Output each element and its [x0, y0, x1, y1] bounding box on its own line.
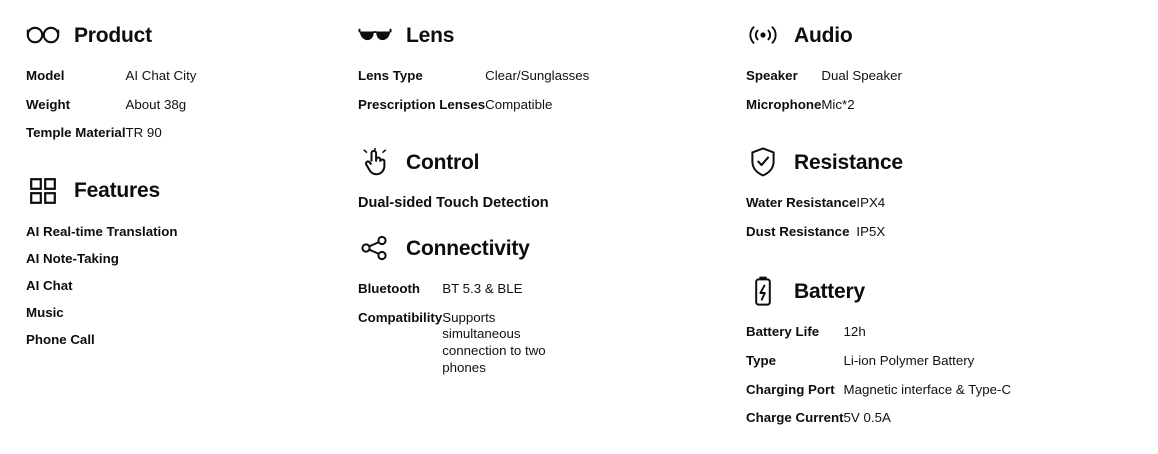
- list-item: AI Chat: [26, 277, 73, 293]
- spec-value: 5V 0.5A: [843, 410, 891, 426]
- spec-value: [442, 310, 562, 388]
- spec-key: Charge Current: [746, 410, 844, 426]
- table-row: [746, 353, 1011, 382]
- table-row: [358, 310, 562, 388]
- spec-key: Microphone: [746, 96, 822, 112]
- spec-key: Dust Resistance: [746, 223, 850, 239]
- section-title-connectivity: Connectivity: [406, 236, 530, 260]
- section-audio: [746, 18, 1158, 125]
- spec-key: Compatibility: [358, 309, 443, 325]
- table-row: [358, 68, 589, 97]
- spec-column-2: [358, 0, 746, 454]
- spec-key: Model: [26, 68, 65, 83]
- section-header-product: [26, 18, 358, 52]
- section-features: [26, 174, 358, 359]
- spec-table-audio: [746, 68, 902, 125]
- spec-key: Weight: [26, 96, 71, 112]
- spec-value: IPX4: [856, 195, 886, 211]
- battery-bolt-icon: [746, 274, 780, 308]
- section-resistance: [746, 145, 1158, 252]
- sunglasses-icon: [358, 18, 392, 52]
- table-row: [358, 281, 562, 310]
- spec-value: About 38g: [125, 96, 187, 112]
- spec-table-connectivity: [358, 281, 562, 388]
- table-row: [26, 68, 196, 97]
- spec-key: Lens Type: [358, 68, 423, 83]
- speaker-waves-icon: [746, 18, 780, 52]
- table-row: [358, 97, 589, 126]
- section-title-audio: Audio: [794, 23, 853, 47]
- spec-table-battery: [746, 324, 1011, 438]
- spec-value-text: Supports simultaneous connection to two phones: [442, 309, 546, 375]
- section-title-product: Product: [74, 23, 152, 47]
- section-connectivity: [358, 231, 746, 388]
- spec-table-resistance: [746, 195, 885, 252]
- spec-value: BT 5.3 & BLE: [442, 281, 523, 297]
- table-row: [746, 68, 902, 97]
- section-title-control: Control: [406, 150, 480, 174]
- list-item: Music: [26, 304, 64, 320]
- section-title-lens: Lens: [406, 23, 455, 47]
- section-battery: [746, 274, 1158, 438]
- spec-key: Temple Material: [26, 125, 126, 141]
- section-header-battery: [746, 274, 1158, 308]
- section-title-features: Features: [74, 179, 160, 203]
- spec-key: Water Resistance: [746, 195, 857, 211]
- table-row: [746, 324, 1011, 353]
- share-nodes-icon: [358, 231, 392, 265]
- list-item: AI Note-Taking: [26, 250, 119, 266]
- spec-key: Bluetooth: [358, 281, 421, 297]
- spec-column-3: [746, 0, 1158, 454]
- section-lens: [358, 18, 746, 125]
- spec-value: Dual Speaker: [821, 68, 902, 83]
- shield-check-icon: [746, 145, 780, 179]
- list-item: Phone Call: [26, 331, 95, 347]
- spec-value: Clear/Sunglasses: [485, 68, 590, 83]
- table-row: [26, 125, 196, 154]
- table-row: [746, 410, 1011, 439]
- table-row: [746, 382, 1011, 411]
- table-row: [746, 97, 902, 126]
- section-header-connectivity: [358, 231, 746, 265]
- spec-column-1: [0, 0, 358, 454]
- spec-key: Battery Life: [746, 324, 820, 340]
- spec-table-product: [26, 68, 196, 154]
- section-header-audio: [746, 18, 1158, 52]
- spec-key: Charging Port: [746, 381, 835, 397]
- spec-key: Prescription Lenses: [358, 96, 486, 112]
- spec-value: IP5X: [856, 223, 886, 239]
- section-header-lens: [358, 18, 746, 52]
- spec-value: TR 90: [125, 125, 162, 141]
- spec-value: Mic*2: [821, 96, 855, 112]
- spec-value: Li-ion Polymer Battery: [843, 353, 975, 369]
- section-control: [358, 145, 746, 211]
- spec-key: Type: [746, 353, 777, 369]
- table-row: [746, 224, 885, 253]
- section-product: [26, 18, 358, 154]
- section-title-resistance: Resistance: [794, 150, 903, 174]
- feature-list: [26, 224, 358, 359]
- spec-value: 12h: [843, 324, 866, 340]
- section-header-control: [358, 145, 746, 179]
- control-description: Dual-sided Touch Detection: [358, 195, 549, 212]
- table-row: [746, 195, 885, 224]
- list-item: AI Real-time Translation: [26, 223, 178, 239]
- touch-hand-icon: [358, 145, 392, 179]
- spec-table-lens: [358, 68, 589, 125]
- table-row: [26, 97, 196, 126]
- spec-value: AI Chat City: [125, 68, 197, 83]
- spec-key: Speaker: [746, 68, 798, 83]
- section-header-features: [26, 174, 358, 208]
- spec-value: Compatible: [485, 96, 553, 112]
- section-title-battery: Battery: [794, 279, 865, 303]
- section-header-resistance: [746, 145, 1158, 179]
- grid-squares-icon: [26, 174, 60, 208]
- spec-value: Magnetic interface & Type-C: [843, 381, 1012, 397]
- glasses-icon: [26, 18, 60, 52]
